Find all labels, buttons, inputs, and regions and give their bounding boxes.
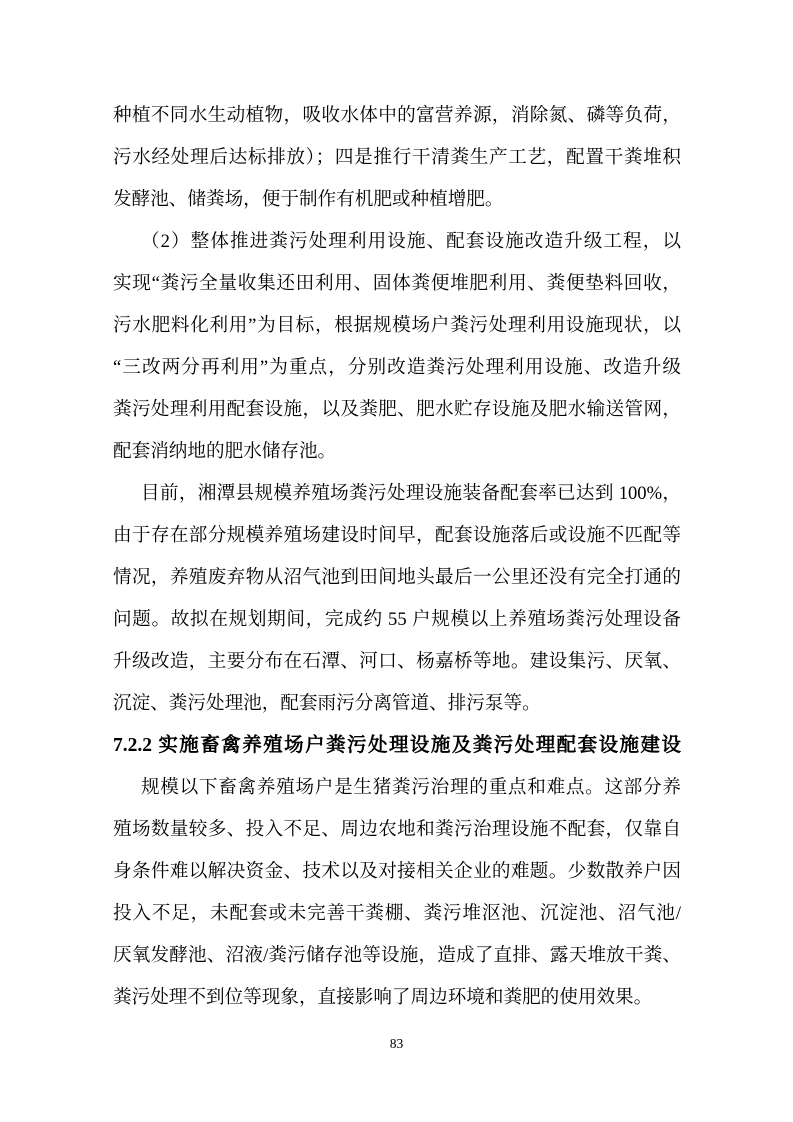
text-line: 情况，养殖废弃物从沼气池到田间地头最后一公里还没有完全打通的: [113, 567, 681, 588]
text-line: “三改两分再利用”为重点，分别改造粪污处理利用设施、改造升级: [113, 357, 681, 378]
text-line: 身条件难以解决资金、技术以及对接相关企业的难题。少数散养户因: [113, 861, 681, 882]
text-line: 污水经处理后达标排放）；四是推行干清粪生产工艺，配置干粪堆积: [113, 147, 681, 168]
paragraph: [113, 767, 681, 1019]
text-line: 种植不同水生动植物，吸收水体中的富营养源，消除氮、磷等负荷，: [113, 105, 681, 126]
page-number: 83: [389, 1036, 404, 1051]
paragraph: [113, 221, 681, 473]
text-line: 升级改造，主要分布在石潭、河口、杨嘉桥等地。建设集污、厌氧、: [113, 651, 681, 672]
text-line: 发酵池、储粪场，便于制作有机肥或种植增肥。: [113, 189, 504, 210]
text-line: 问题。故拟在规划期间，完成约 55 户规模以上养殖场粪污处理设备: [113, 609, 681, 630]
paragraph: [113, 95, 681, 221]
text-line: 沉淀、粪污处理池，配套雨污分离管道、排污泵等。: [113, 693, 541, 714]
document-body: [113, 95, 681, 1019]
text-line: 殖场数量较多、投入不足、周边农地和粪污治理设施不配套，仅靠自: [113, 819, 681, 840]
text-line: （2）整体推进粪污处理利用设施、配套设施改造升级工程，以: [141, 231, 681, 252]
section-heading: 7.2.2 实施畜禽养殖场户粪污处理设施及粪污处理配套设施建设: [113, 735, 681, 756]
text-line: 厌氧发酵池、沼液/粪污储存池等设施，造成了直排、露天堆放干粪、: [113, 945, 681, 966]
page-footer: [0, 1034, 793, 1054]
text-line: 实现“粪污全量收集还田利用、固体粪便堆肥利用、粪便垫料回收，: [113, 273, 681, 294]
text-line: 配套消纳地的肥水储存池。: [113, 441, 337, 462]
text-line: 目前，湘潭县规模养殖场粪污处理设施装备配套率已达到 100%，: [141, 483, 681, 504]
text-line: 投入不足，未配套或未完善干粪棚、粪污堆沤池、沉淀池、沼气池/: [113, 903, 681, 924]
text-line: 污水肥料化利用”为目标，根据规模场户粪污处理利用设施现状，以: [113, 315, 681, 336]
text-line: 规模以下畜禽养殖场户是生猪粪污治理的重点和难点。这部分养: [141, 777, 681, 798]
text-line: 由于存在部分规模养殖场建设时间早，配套设施落后或设施不匹配等: [113, 525, 681, 546]
text-line: 粪污处理不到位等现象，直接影响了周边环境和粪肥的使用效果。: [113, 987, 653, 1008]
paragraph: [113, 473, 681, 725]
text-line: 粪污处理利用配套设施，以及粪肥、肥水贮存设施及肥水输送管网，: [113, 399, 681, 420]
